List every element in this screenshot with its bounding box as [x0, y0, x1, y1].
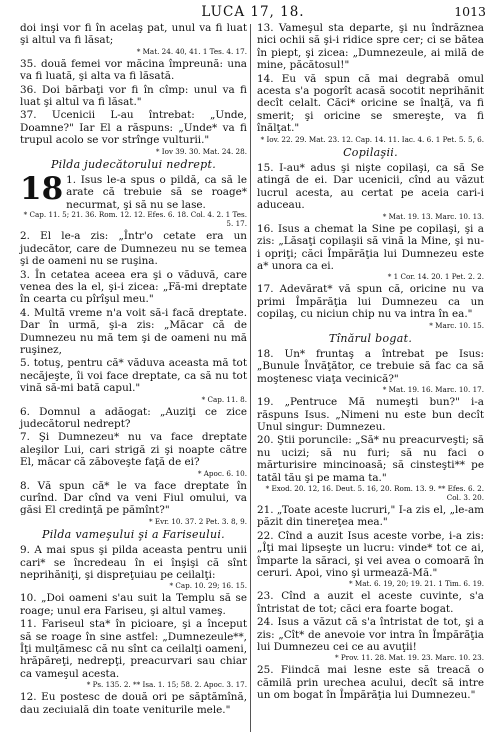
verse: doi inşi vor fi în acelaş pat, unul va fi luat şi altul va fi lăsat; — [20, 22, 247, 47]
verse: 22. Cînd a auzit Isus aceste vorbe, i-a zis: „Îţi mai lipseşte un lucru: vinde* tot ce ai, împarte la săraci, şi vei avea o comoară în ceruri. Apoi, vino şi urmează-Mă." — [257, 529, 484, 580]
cross-reference: * Mat. 24. 40, 41. 1 Tes. 4. 17. — [136, 46, 247, 56]
verse: 18. Un* fruntaş a întrebat pe Isus: „Bunule Învăţător, ce trebuie să fac ca să moştenesc viaţa vecinică?" — [257, 347, 484, 385]
cross-reference: * 1 Cor. 14. 20. 1 Pet. 2. 2. — [387, 272, 484, 282]
cross-reference: * Cap. 11. 8. — [201, 394, 247, 404]
verse: 5. totuş, pentru că* văduva aceasta mă tot necăjeşte, îi voi face dreptate, ca să nu tot vină să-mi bată capul." — [20, 357, 247, 395]
section-heading: Tînărul bogat. — [328, 331, 413, 345]
verse: 12. Eu postesc de două ori pe săptămînă, dau zeciuială din toate veniturile mele." — [20, 691, 247, 716]
verse: 8. Vă spun că* le va face dreptate în curînd. Dar cînd va veni Fiul omului, va găsi El credinţă pe pămînt?" — [20, 479, 247, 517]
cross-reference: * Mat. 6. 19, 20; 19. 21. 1 Tim. 6. 19. — [348, 579, 484, 589]
cross-reference: * Iov. 22. 29. Mat. 23. 12. Cap. 14. 11. Iac. 4. 6. 1 Pet. 5. 5, 6. — [260, 134, 484, 144]
verse: 1. Isus le-a spus o pildă, ca să le arate că trebuie să se roage* necurmat, şi să nu se lase. — [66, 174, 247, 211]
left-column — [20, 22, 247, 717]
verse: 11. Fariseul sta* în picioare, şi a început să se roage în sine astfel: „Dumnezeule**, Îţi mulţămesc că nu sînt ca ceilalţi oameni, hrăpăreţi, nedrepţi, preacurvari sau chiar ca vameşul acesta. — [20, 618, 247, 680]
verse: 9. A mai spus şi pilda aceasta pentru unii cari* se încredeau în ei înşişi că sînt neprihăniţi, şi dispreţuiau pe ceilalţi: — [20, 544, 247, 582]
cross-reference: * Exod. 20. 12, 16. Deut. 5. 16, 20. Rom. 13. 9. ** Efes. 6. 2. Col. 3. 20. — [265, 484, 484, 502]
cross-reference: * Evr. 10. 37. 2 Pet. 3. 8, 9. — [148, 516, 247, 526]
verse: 3. În cetatea aceea era şi o văduvă, care venea des la el, şi-i zicea: „Fă-mi dreptate în cearta cu pîrîşul meu." — [20, 268, 247, 306]
verse: 20. Ştii poruncile: „Să* nu preacurveşti; să nu ucizi; să nu furi; să nu faci o mărturisire mincinoasă; să cinsteşti** pe tatăl tău şi pe mama ta." — [257, 434, 484, 484]
verse: 13. Vameşul sta departe, şi nu îndrăznea nici ochii să şi-i ridice spre cer; ci se bătea în piept, şi zicea: „Dumnezeule, ai milă de mine, păcătosul!" — [257, 22, 484, 72]
column-divider — [250, 24, 251, 732]
cross-reference: * Ps. 135. 2. ** Isa. 1. 15; 58. 2. Apoc. 3. 17. — [86, 680, 247, 690]
verse: 21. „Toate aceste lucruri," I-a zis el, „le-am păzit din tinereţea mea." — [257, 504, 484, 529]
verse: 10. „Doi oameni s'au suit la Templu să se roage; unul era Fariseu, şi altul vameş. — [20, 592, 247, 617]
section-heading: Copilaşii. — [343, 145, 398, 159]
cross-reference: * Iov 39. 30. Mat. 24. 28. — [155, 146, 247, 156]
running-title: LUCA 17, 18. — [201, 4, 305, 20]
verse: 35. două femei vor măcina împreună: una va fi luată, şi alta va fi lăsată. — [20, 57, 247, 83]
chapter-number: 18 — [20, 171, 64, 208]
page-number: 1013 — [454, 4, 486, 19]
chapter-start — [20, 171, 247, 211]
verse: 19. „Pentruce Mă numeşti bun?" i-a răspuns Isus. „Nimeni nu este bun decît Unul singur: Dumnezeu. — [257, 396, 484, 433]
cross-reference: * Mat. 19. 13. Marc. 10. 13. — [382, 211, 484, 221]
verse: 36. Doi bărbaţi vor fi în cîmp: unul va fi luat şi altul va fi lăsat." — [20, 83, 247, 109]
cross-reference: * Mat. 19. 16. Marc. 10. 17. — [382, 385, 484, 395]
right-column — [257, 22, 484, 703]
section-heading: Pilda judecătorului nedrept. — [50, 157, 217, 171]
verse: 4. Multă vreme n'a voit să-i facă dreptate. Dar în urmă, şi-a zis: „Măcar că de Dumnezeu nu mă tem şi de oameni nu mă ruşinez, — [20, 306, 247, 356]
verse: 7. Şi Dumnezeu* nu va face dreptate aleşilor Lui, cari strigă zi şi noapte către El, măcar că zăboveşte faţă de ei? — [20, 431, 247, 469]
cross-reference: * Cap. 10. 29; 16. 15. — [169, 581, 247, 591]
verse: 17. Adevărat* vă spun că, oricine nu va primi Împărăţia lui Dumnezeu ca un copilaş, cu niciun chip nu va intra în ea." — [257, 283, 484, 321]
verse: 14. Eu vă spun că mai degrabă omul acesta s'a pogorît acasă socotit neprihănit decît celalt. Căci* oricine se înalţă, va fi smerit; şi oricine se smereşte, va fi înălţat." — [257, 72, 484, 135]
verse: 6. Domnul a adăogat: „Auziţi ce zice judecătorul nedrept? — [20, 405, 247, 430]
verse: 23. Cînd a auzit el aceste cuvinte, s'a întristat de tot; căci era foarte bogat. — [257, 590, 484, 615]
cross-reference: * Prov. 11. 28. Mat. 19. 23. Marc. 10. 23. — [334, 653, 484, 663]
verse: 37. Ucenicii L-au întrebat: „Unde, Doamne?" Iar El a răspuns: „Unde* va fi trupul acolo se vor strînge vulturii." — [20, 109, 247, 147]
cross-reference: * Cap. 11. 5; 21. 36. Rom. 12. 12. Efes. 6. 18. Col. 4. 2. 1 Tes. 5. 17. — [23, 210, 247, 229]
page-header — [20, 4, 486, 22]
section-heading: Pilda vameşului şi a Fariseului. — [42, 527, 225, 541]
verse: 24. Isus a văzut că s'a întristat de tot, şi a zis: „Cît* de anevoie vor intra în Împărăţia lui Dumnezeu cei ce au avuţii! — [257, 616, 484, 654]
verse: 2. El le-a zis: „Într'o cetate era un judecător, care de Dumnezeu nu se temea şi de oameni nu se ruşina. — [20, 230, 247, 268]
cross-reference: * Apoc. 6. 10. — [197, 468, 247, 478]
verse: 15. I-au* adus şi nişte copilaşi, ca să Se atingă de ei. Dar ucenicii, cînd au văzut lucrul acesta, au certat pe aceia cari-i aduceau. — [257, 162, 484, 212]
verse: 25. Fiindcă mai lesne este să treacă o cămilă prin urechea acului, decît să intre un om bogat în Împărăţia lui Dumnezeu." — [257, 664, 484, 702]
verse: 16. Isus a chemat la Sine pe copilaşi, şi a zis: „Lăsaţi copilaşii să vină la Mine, şi nu-i opriţi; căci Împărăţia lui Dumnezeu este a* unora ca ei. — [257, 222, 484, 272]
cross-reference: * Marc. 10. 15. — [429, 320, 484, 330]
